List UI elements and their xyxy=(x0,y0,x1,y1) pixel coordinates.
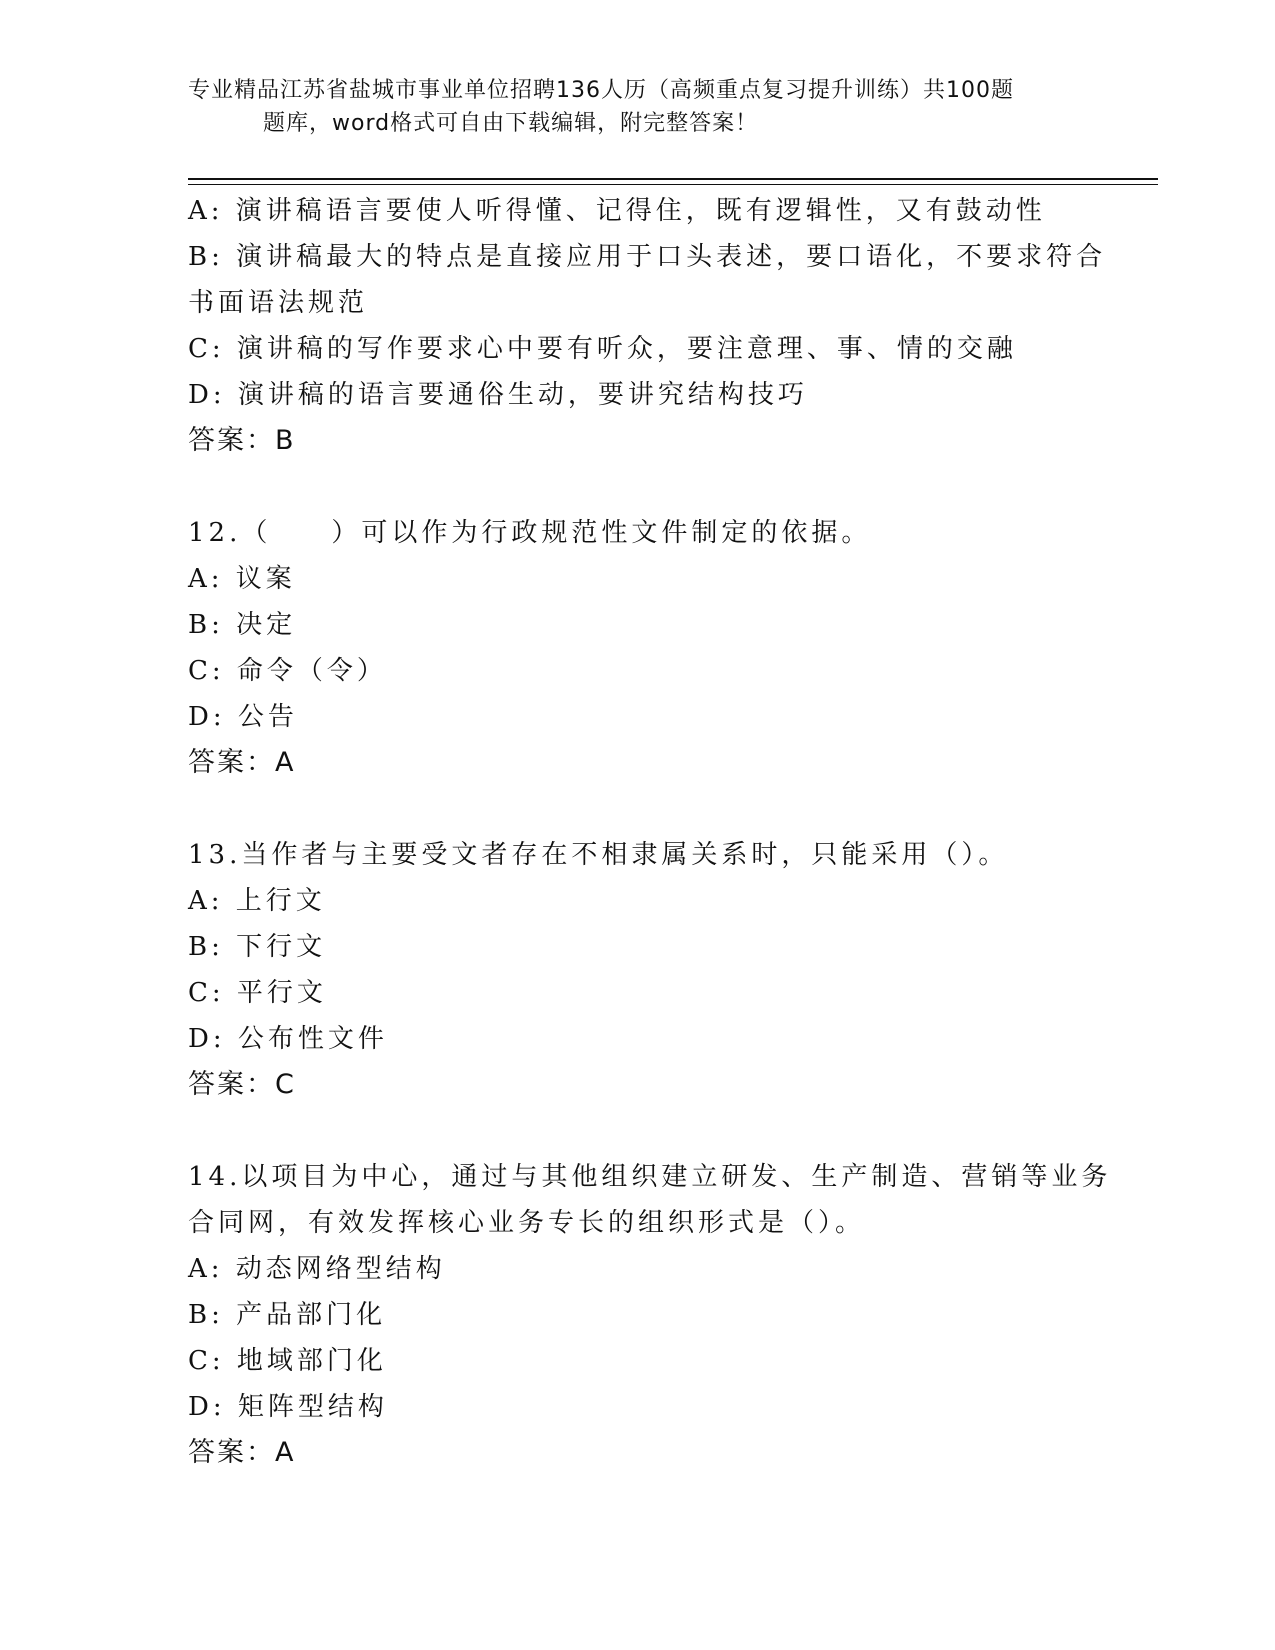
option-d: D: 公告 xyxy=(188,702,298,732)
question-block-12 xyxy=(188,510,1088,786)
answer-label: 答案：A xyxy=(188,747,296,778)
question-text-line1: 14.以项目为中心，通过与其他组织建立研发、生产制造、营销等业务 xyxy=(188,1162,1112,1192)
option-a: A: 动态网络型结构 xyxy=(188,1254,446,1284)
option-c: C: 演讲稿的写作要求心中要有听众，要注意理、事、情的交融 xyxy=(188,334,1017,364)
option-b-line2: 书面语法规范 xyxy=(188,288,369,318)
option-a: A: 上行文 xyxy=(188,886,326,916)
spacer xyxy=(188,1108,1088,1154)
option-d: D: 矩阵型结构 xyxy=(188,1392,388,1422)
question-list xyxy=(188,188,1112,1476)
option-d: D: 演讲稿的语言要通俗生动，要讲究结构技巧 xyxy=(188,380,808,410)
option-a: A: 议案 xyxy=(188,564,296,594)
question-block-13 xyxy=(188,832,1088,1108)
spacer xyxy=(188,786,1088,832)
option-b: B: 产品部门化 xyxy=(188,1300,387,1330)
option-c: C: 命令（令） xyxy=(188,656,387,686)
question-text: 12.（ ）可以作为行政规范性文件制定的依据。 xyxy=(188,518,872,548)
option-b-line1: B: 演讲稿最大的特点是直接应用于口头表述，要口语化，不要求符合 xyxy=(188,242,1107,272)
header-rule-thick xyxy=(188,178,1158,180)
question-block-14 xyxy=(188,1154,1112,1476)
option-c: C: 地域部门化 xyxy=(188,1346,387,1376)
page-header xyxy=(188,74,1088,140)
question-text-line2: 合同网，有效发挥核心业务专长的组织形式是（）。 xyxy=(188,1208,866,1238)
question-block-11 xyxy=(188,188,1107,464)
header-rule-thin xyxy=(188,184,1158,185)
option-d: D: 公布性文件 xyxy=(188,1024,388,1054)
option-b: B: 决定 xyxy=(188,610,297,640)
header-title-line2: 题库，word格式可自由下载编辑，附完整答案！ xyxy=(263,111,759,136)
option-a: A: 演讲稿语言要使人听得懂、记得住，既有逻辑性，又有鼓动性 xyxy=(188,196,1046,226)
answer-label: 答案：C xyxy=(188,1069,296,1100)
header-title-line1: 专业精品江苏省盐城市事业单位招聘136人历（高频重点复习提升训练）共100题 xyxy=(188,78,1014,103)
spacer xyxy=(188,464,1088,510)
option-b: B: 下行文 xyxy=(188,932,327,962)
question-text: 13.当作者与主要受文者存在不相隶属关系时，只能采用（）。 xyxy=(188,840,1009,870)
answer-label: 答案：B xyxy=(188,425,296,456)
answer-label: 答案：A xyxy=(188,1437,296,1468)
option-c: C: 平行文 xyxy=(188,978,327,1008)
